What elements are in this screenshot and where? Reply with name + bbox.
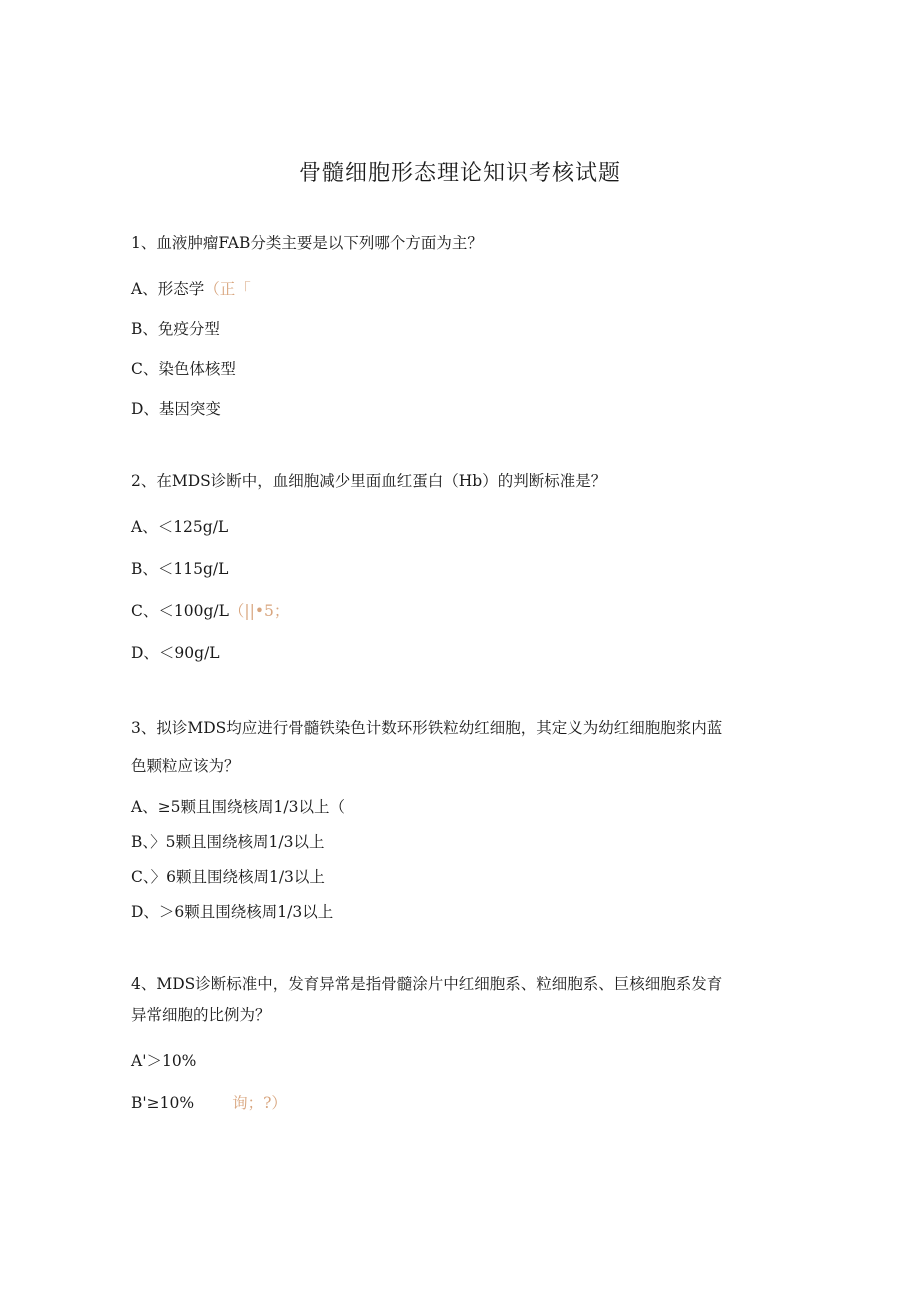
question-2-option-b: B、＜115g/L — [131, 560, 229, 578]
document-title: 骨髓细胞形态理论知识考核试题 — [298, 161, 621, 186]
handwritten-mark: （正「 — [204, 280, 251, 298]
question-4-option-b — [131, 1091, 287, 1113]
option-label: B'≥10% — [131, 1094, 195, 1112]
question-3-option-a: A、≥5颗且围绕核周1/3以上（ — [131, 798, 345, 816]
question-4-text-line2: 异常细胞的比例为？ — [131, 1006, 271, 1024]
question-3-option-b: B、〉5颗且围绕核周1/3以上 — [131, 833, 325, 851]
handwritten-mark: （||•5； — [228, 602, 290, 620]
question-1-option-d: D、基因突变 — [131, 400, 221, 418]
question-3-option-c: C、〉6颗且围绕核周1/3以上 — [131, 868, 325, 886]
question-3-text-line1: 3、拟诊MDS均应进行骨髓铁染色计数环形铁粒幼红细胞，其定义为幼红细胞胞浆内蓝 — [131, 719, 723, 737]
question-1-option-c: C、染色体核型 — [131, 360, 236, 378]
question-2-option-a: A、＜125g/L — [131, 518, 229, 536]
question-4-option-a: A'＞10% — [131, 1052, 197, 1070]
handwritten-mark: 询；?） — [232, 1094, 287, 1112]
question-3-option-d: D、＞6颗且围绕核周1/3以上 — [131, 903, 334, 921]
question-3-text-line2: 色颗粒应该为？ — [131, 757, 240, 775]
question-2-text: 2、在MDS诊断中，血细胞减少里面血红蛋白（Hb）的判断标准是？ — [131, 472, 607, 490]
question-1-option-b: B、免疫分型 — [131, 320, 220, 338]
option-label: C、＜100g/L — [131, 602, 229, 620]
option-label: A、形态学 — [131, 280, 205, 298]
question-1-option-a — [131, 277, 251, 299]
question-4-text-line1: 4、MDS诊断标准中，发育异常是指骨髓涂片中红细胞系、粒细胞系、巨核细胞系发育 — [131, 975, 723, 993]
question-2-option-d: D、＜90g/L — [131, 644, 220, 662]
question-1-text: 1、血液肿瘤FAB分类主要是以下列哪个方面为主？ — [131, 234, 483, 252]
question-2-option-c — [131, 599, 289, 621]
